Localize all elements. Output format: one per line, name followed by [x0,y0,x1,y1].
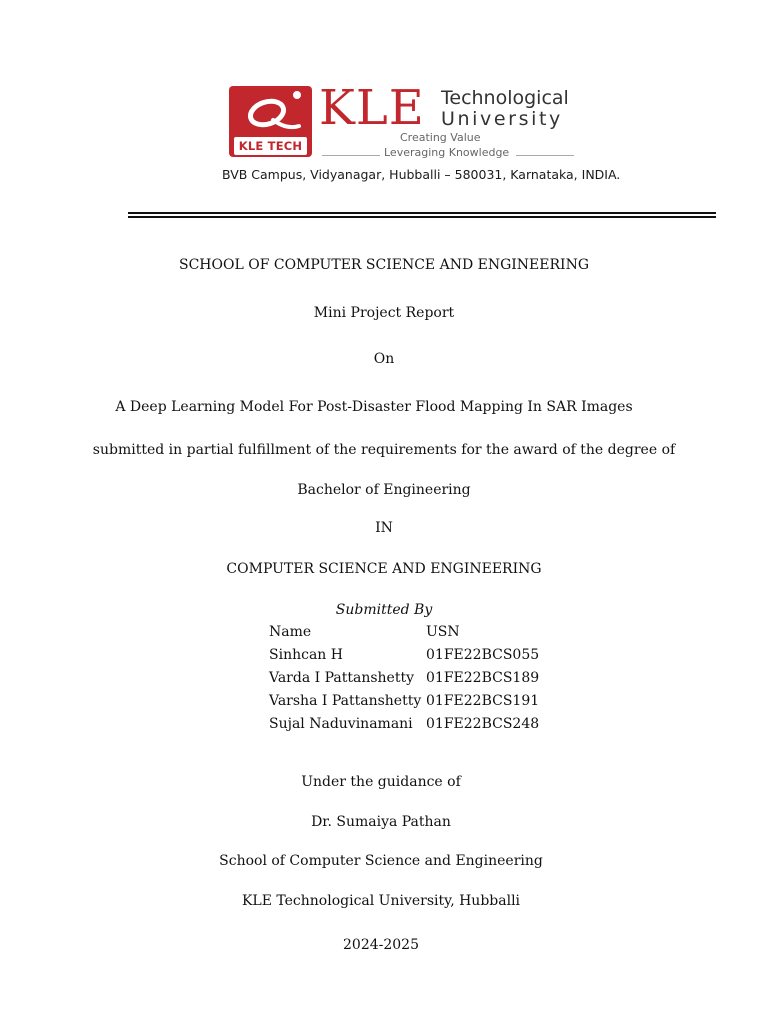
logo-word-university: University [441,108,563,130]
logo-tagline-2: Leveraging Knowledge [384,146,510,159]
member-name: Sinhcan H [269,647,343,663]
university-logo-emblem [229,86,312,157]
tagline-left-line [322,155,380,156]
table-row [269,690,539,713]
field-name: COMPUTER SCIENCE AND ENGINEERING [226,561,542,577]
member-usn: 01FE22BCS191 [426,693,540,709]
degree-name: Bachelor of Engineering [297,482,471,498]
logo-word-technological: Technological [441,87,569,109]
logo-wordmark: KLE [319,80,425,136]
school-heading: SCHOOL OF COMPUTER SCIENCE AND ENGINEERING [179,257,589,273]
tagline-right-line [516,155,574,156]
member-name: Varsha I Pattanshetty [269,693,422,709]
university-name: KLE Technological University, Hubballi [241,893,521,909]
guide-name: Dr. Sumaiya Pathan [311,814,451,830]
usn-column-header: USN [426,624,460,640]
member-name: Sujal Naduvinamani [269,716,413,732]
on-label: On [373,351,395,367]
members-table [269,621,539,736]
guide-school: School of Computer Science and Engineering [219,853,543,869]
member-usn: 01FE22BCS248 [426,716,540,732]
project-title: A Deep Learning Model For Post-Disaster Flood Mapping In SAR Images [115,399,633,415]
table-row [269,667,539,690]
member-usn: 01FE22BCS189 [426,670,540,686]
submitted-by-label: Submitted By [335,602,433,618]
table-row [269,713,539,736]
academic-year: 2024-2025 [343,937,419,953]
member-usn: 01FE22BCS055 [426,647,540,663]
logo-badge-text: KLE TECH [234,137,307,155]
fulfillment-statement: submitted in partial fulfillment of the requirements for the award of the degree of [92,442,676,458]
in-label: IN [375,520,393,536]
table-row [269,644,539,667]
header-rule-top [128,212,716,214]
name-column-header: Name [269,624,312,640]
header-rule-bottom [128,216,716,218]
members-header-row [269,621,539,644]
campus-address: BVB Campus, Vidyanagar, Hubballi – 580031, Karnataka, INDIA. [222,167,621,182]
report-type: Mini Project Report [313,305,455,321]
member-name: Varda I Pattanshetty [269,670,415,686]
logo-tagline-1: Creating Value [400,131,481,144]
guidance-label: Under the guidance of [301,774,461,790]
